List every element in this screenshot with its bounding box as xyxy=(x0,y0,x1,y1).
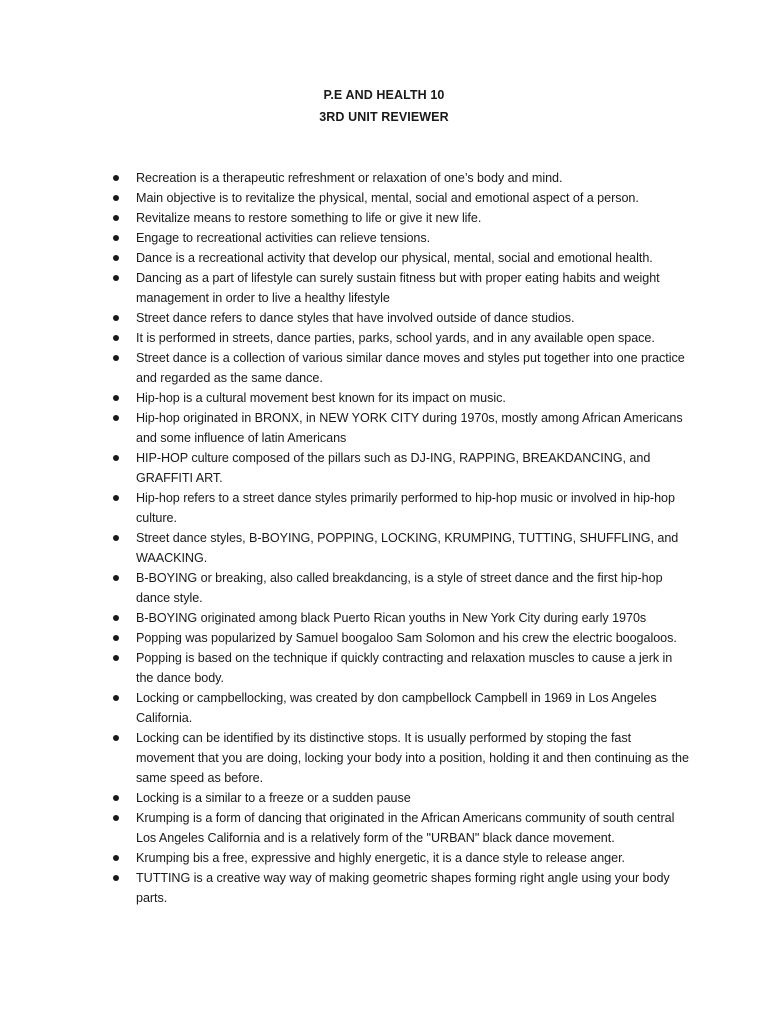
list-item xyxy=(111,788,691,808)
list-item-text: B-BOYING or breaking, also called breakdancing, is a style of street dance and the first hip-hop dance style. xyxy=(136,571,663,605)
list-item xyxy=(111,228,691,248)
list-item xyxy=(111,248,691,268)
list-item xyxy=(111,488,691,528)
bullet-icon xyxy=(113,335,119,341)
list-item-text: Street dance styles, B-BOYING, POPPING, LOCKING, KRUMPING, TUTTING, SHUFFLING, and WAACKING. xyxy=(136,531,679,565)
list-item-text: HIP-HOP culture composed of the pillars such as DJ-ING, RAPPING, BREAKDANCING, and GRAFFITI ART. xyxy=(136,451,651,485)
list-item xyxy=(111,308,691,328)
list-item-text: Hip-hop originated in BRONX, in NEW YORK CITY during 1970s, mostly among African Americans and some influence of latin Americans xyxy=(136,411,683,445)
bullet-icon xyxy=(113,875,119,881)
bullet-icon xyxy=(113,655,119,661)
list-item xyxy=(111,608,691,628)
list-item xyxy=(111,168,691,188)
list-item-text: Dancing as a part of lifestyle can surely sustain fitness but with proper eating habits and weight management in order to live a healthy lifestyle xyxy=(136,271,660,305)
list-item xyxy=(111,388,691,408)
list-item xyxy=(111,408,691,448)
bullet-icon xyxy=(113,235,119,241)
list-item xyxy=(111,348,691,388)
bullet-icon xyxy=(113,415,119,421)
bullet-icon xyxy=(113,395,119,401)
document-title: P.E AND HEALTH 10 xyxy=(323,88,445,102)
list-item-text: Street dance refers to dance styles that have involved outside of dance studios. xyxy=(136,311,575,325)
list-item xyxy=(111,628,691,648)
list-item-text: Locking is a similar to a freeze or a sudden pause xyxy=(136,791,411,805)
bullet-icon xyxy=(113,535,119,541)
list-item-text: Recreation is a therapeutic refreshment or relaxation of one’s body and mind. xyxy=(136,171,563,185)
list-item-text: B-BOYING originated among black Puerto Rican youths in New York City during early 1970s xyxy=(136,611,647,625)
list-item xyxy=(111,728,691,788)
list-item-text: Hip-hop refers to a street dance styles primarily performed to hip-hop music or involved in hip-hop culture. xyxy=(136,491,675,525)
list-item xyxy=(111,568,691,608)
bullet-icon xyxy=(113,275,119,281)
bullet-icon xyxy=(113,455,119,461)
list-item-text: Street dance is a collection of various similar dance moves and styles put together into one practice and regarded as the same dance. xyxy=(136,351,685,385)
bullet-icon xyxy=(113,855,119,861)
list-item xyxy=(111,328,691,348)
bullet-icon xyxy=(113,255,119,261)
bullet-icon xyxy=(113,495,119,501)
bullet-icon xyxy=(113,815,119,821)
document-subtitle: 3RD UNIT REVIEWER xyxy=(319,110,449,124)
bullet-icon xyxy=(113,735,119,741)
bullet-icon xyxy=(113,615,119,621)
list-item-text: Locking can be identified by its distinctive stops. It is usually performed by stoping the fast movement that you are doing, locking your body into a position, holding it and then continuing as the same speed as before. xyxy=(136,731,689,785)
list-item-text: Hip-hop is a cultural movement best known for its impact on music. xyxy=(136,391,506,405)
bullet-icon xyxy=(113,355,119,361)
list-item-text: Locking or campbellocking, was created by don campbellock Campbell in 1969 in Los Angeles California. xyxy=(136,691,657,725)
bullet-icon xyxy=(113,695,119,701)
list-item-text: It is performed in streets, dance parties, parks, school yards, and in any available open space. xyxy=(136,331,655,345)
list-item xyxy=(111,868,691,908)
bullet-icon xyxy=(113,635,119,641)
bullet-list xyxy=(111,168,691,908)
list-item xyxy=(111,528,691,568)
list-item xyxy=(111,448,691,488)
bullet-icon xyxy=(113,175,119,181)
list-item-text: Popping is based on the technique if quickly contracting and relaxation muscles to cause a jerk in the dance body. xyxy=(136,651,673,685)
list-item-text: Popping was popularized by Samuel boogaloo Sam Solomon and his crew the electric boogaloos. xyxy=(136,631,677,645)
list-item-text: Krumping is a form of dancing that originated in the African Americans community of south central Los Angeles California and is a relatively form of the "URBAN" black dance movement. xyxy=(136,811,675,845)
bullet-icon xyxy=(113,575,119,581)
list-item-text: Dance is a recreational activity that develop our physical, mental, social and emotional health. xyxy=(136,251,653,265)
list-item-text: Revitalize means to restore something to life or give it new life. xyxy=(136,211,482,225)
bullet-icon xyxy=(113,795,119,801)
list-item xyxy=(111,808,691,848)
list-item xyxy=(111,848,691,868)
list-item xyxy=(111,688,691,728)
list-item xyxy=(111,208,691,228)
list-item-text: Engage to recreational activities can relieve tensions. xyxy=(136,231,431,245)
list-item-text: TUTTING is a creative way way of making geometric shapes forming right angle using your body parts. xyxy=(136,871,670,905)
list-item xyxy=(111,188,691,208)
bullet-icon xyxy=(113,215,119,221)
list-item xyxy=(111,648,691,688)
bullet-icon xyxy=(113,315,119,321)
list-item-text: Main objective is to revitalize the physical, mental, social and emotional aspect of a person. xyxy=(136,191,639,205)
list-item xyxy=(111,268,691,308)
list-item-text: Krumping bis a free, expressive and highly energetic, it is a dance style to release anger. xyxy=(136,851,625,865)
bullet-icon xyxy=(113,195,119,201)
